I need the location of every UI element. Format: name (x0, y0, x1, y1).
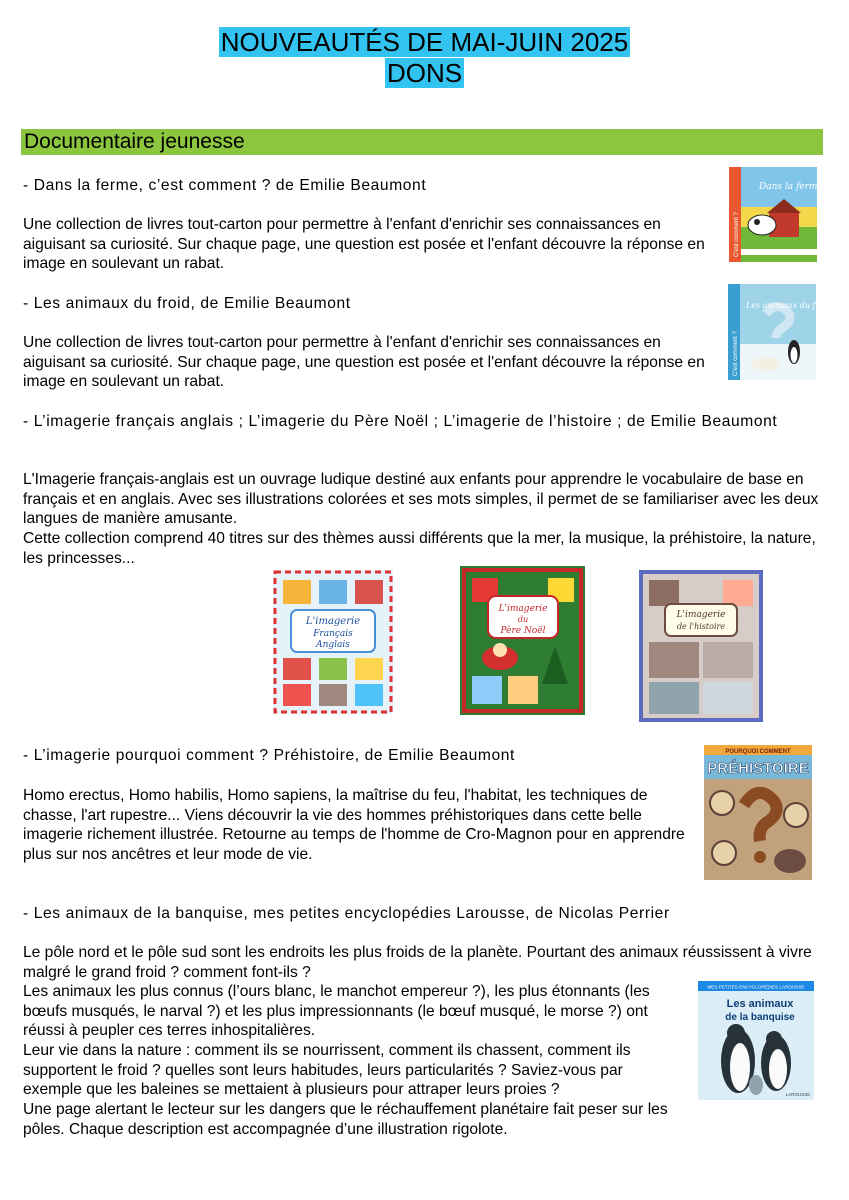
title-line-1: NOUVEAUTÉS DE MAI-JUIN 2025 (220, 27, 629, 57)
cover-imagerie1-l1: L'imagerie (305, 616, 361, 627)
book-cover-animaux-du-froid (728, 284, 832, 380)
entry-description-prehistoire: Homo erectus, Homo habilis, Homo sapiens, la maîtrise du feu, l'habitat, les techniques de chasse, l'art rupestre... Viens découvrir la vie des hommes préhistoriques dans cette belle imagerie richement illustrée. Retourne au temps de l'homme de Cro-Magnon pour en apprendre plus sur nos ancêtres et leur mode de vie. (23, 787, 685, 863)
entry-description-banquise-p3: Leur vie dans la nature : comment ils se nourrissent, comment ils chassent, comment ils supportent le froid ? quelles sont leurs habitudes, leurs particularités ? Saviez-vous par exemple que les baleines se mettaient à plusieurs pour attraper leurs proies ? (23, 1042, 631, 1098)
entry-description-ferme: Une collection de livres tout-carton pour permettre à l'enfant d'enrichir ses connaissances en aiguisant sa curiosité. Sur chaque page, une question est posée et l'enfant découvre la réponse en image en soulevant un rabat. (23, 216, 705, 272)
cover-title-ferme: Dans la ferme (759, 182, 823, 192)
cover-banquise-title-1: Les animaux (726, 998, 794, 1010)
book-cover-dans-la-ferme (729, 167, 823, 262)
entry-description-banquise-p4: Une page alertant le lecteur sur les dangers que le réchauffement planétaire fait peser sur les pôles. Chaque description est accompagnée d’une illustration rigolote. (23, 1101, 668, 1138)
cover-prehistoire-series: POURQUOI COMMENT (725, 749, 791, 755)
book-cover-animaux-banquise (698, 981, 814, 1100)
cover-imagerie2-l1: L'imagerie (498, 604, 548, 614)
entry-description-froid: Une collection de livres tout-carton pour permettre à l'enfant d'enrichir ses connaissances en aiguisant sa curiosité. Sur chaque page, une question est posée et l'enfant découvre la réponse en image en soulevant un rabat. (23, 334, 705, 390)
entry-heading-froid: - Les animaux du froid, de Emilie Beaumont (23, 295, 351, 312)
cover-series-ferme: C'est comment ? (734, 212, 740, 257)
cover-prehistoire-title: PRÉHISTOIRE (707, 760, 809, 777)
cover-banquise-title-2: de la banquise (725, 1012, 795, 1023)
entry-description-imageries-p2: Cette collection comprend 40 titres sur des thèmes aussi différents que la mer, la musique, la préhistoire, la nature, les princesses... (23, 530, 816, 567)
entry-heading-imageries: - L’imagerie français anglais ; L’imagerie du Père Noël ; L’imagerie de l’histoire ; de Emilie Beaumont (23, 413, 778, 430)
cover-imagerie1-l2: Français (313, 629, 353, 639)
title-line-2: DONS (386, 58, 463, 88)
book-cover-imagerie-francais-anglais (273, 570, 393, 714)
section-heading: Documentaire jeunesse (21, 129, 823, 155)
cover-imagerie2-l2: du (517, 615, 529, 624)
cover-imagerie3-l2: de l'histoire (676, 622, 726, 631)
entry-heading-ferme: - Dans la ferme, c’est comment ? de Emilie Beaumont (23, 177, 427, 194)
cover-imagerie2-l3: Père Noël (500, 626, 546, 636)
entry-heading-banquise: - Les animaux de la banquise, mes petites encyclopédies Larousse, de Nicolas Perrier (23, 905, 670, 922)
cover-imagerie3-l1: L'imagerie (676, 610, 726, 620)
cover-title-froid: Les animaux du froid (746, 301, 832, 310)
book-cover-prehistoire (704, 745, 812, 880)
cover-banquise-publisher: LAROUSSE (785, 1092, 811, 1097)
entry-heading-prehistoire: - L’imagerie pourquoi comment ? Préhistoire, de Emilie Beaumont (23, 747, 515, 764)
cover-series-froid: C'est comment ? (733, 331, 739, 376)
entry-description-imageries-p1: L'Imagerie français-anglais est un ouvrage ludique destiné aux enfants pour apprendre le vocabulaire de base en français et en anglais. Avec ses illustrations colorées et ses mots simples, il permet de se familiariser avec les deux langues de manière amusante. (23, 471, 819, 527)
entry-description-banquise-p2: Les animaux les plus connus (l’ours blanc, le manchot empereur ?), les plus étonnants (les bœufs musqués, le narval ?) et les plus impressionnants (le bœuf musqué, le morse ?) ont réussi à peupler ces terres inhospitalières. (23, 983, 650, 1039)
page-title (0, 27, 849, 88)
book-cover-imagerie-histoire (639, 570, 763, 722)
entry-description-banquise-p1: Le pôle nord et le pôle sud sont les endroits les plus froids de la planète. Pourtant des animaux réussissent à vivre malgré le grand froid ? comment font-ils ? (23, 944, 812, 981)
book-cover-imagerie-pere-noel (460, 566, 585, 715)
cover-banquise-series: MES PETITES ENCYCLOPÉDIES LAROUSSE (707, 984, 805, 990)
cover-imagerie1-l3: Anglais (316, 640, 350, 650)
